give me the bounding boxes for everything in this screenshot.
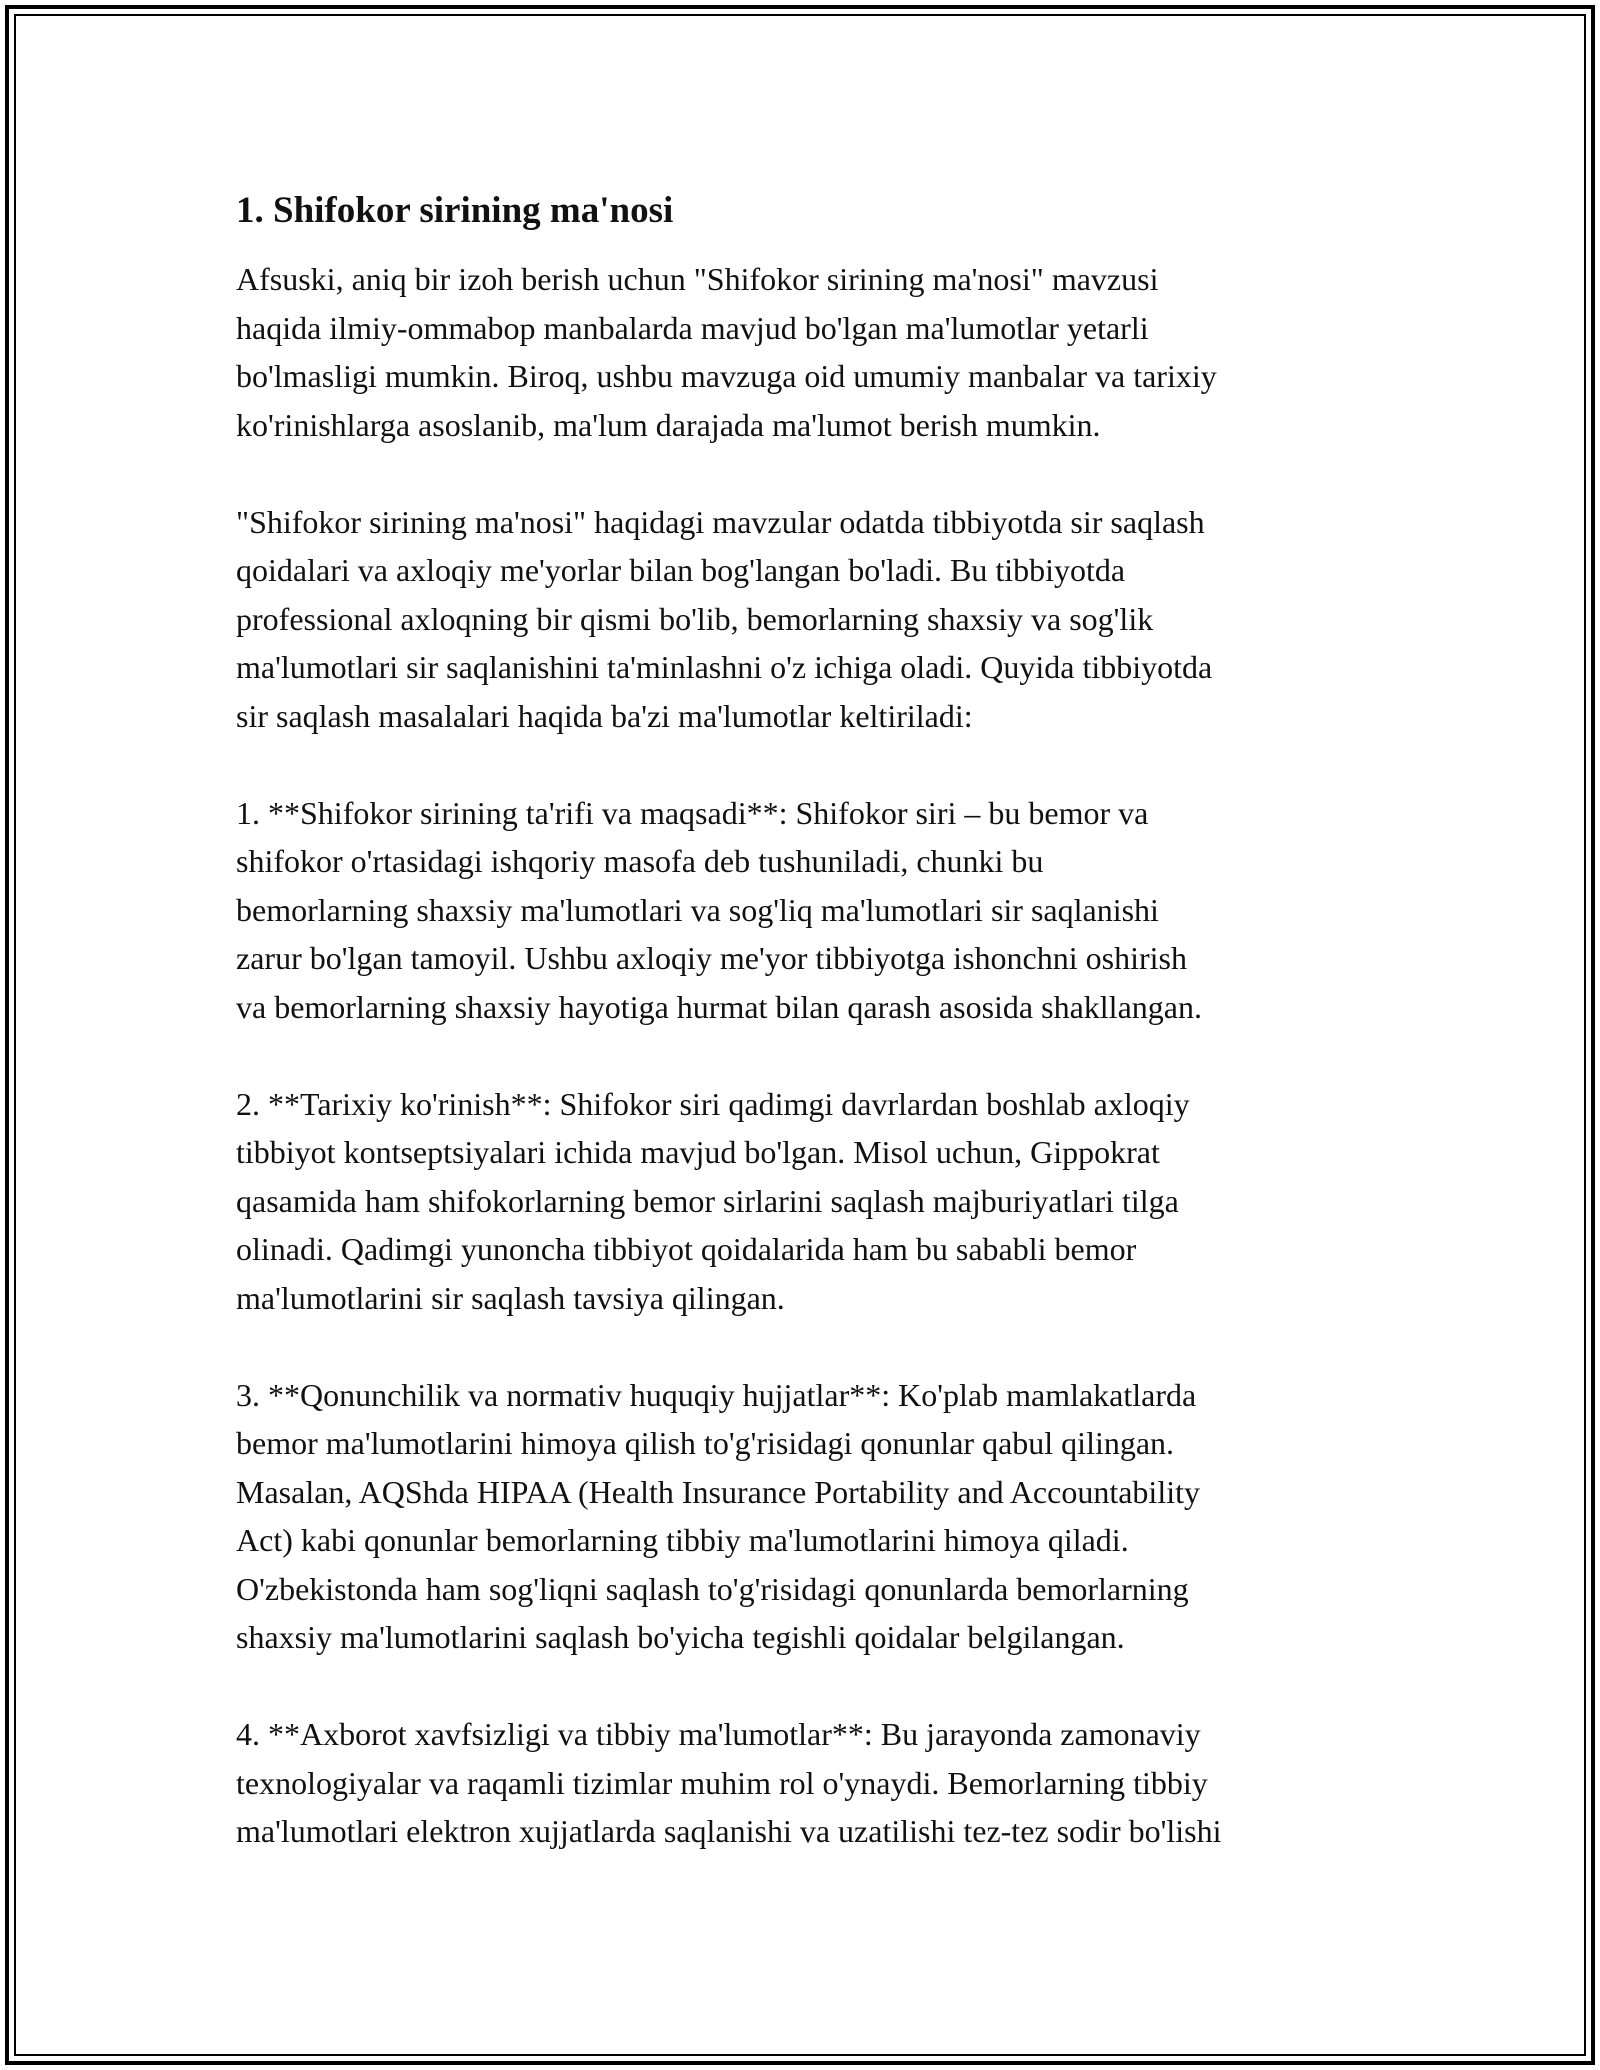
text-line: O'zbekistonda ham sog'liqni saqlash to'g'risidagi qonunlarda bemorlarning bbox=[236, 1570, 1189, 1607]
list-item-legislation bbox=[236, 1371, 1376, 1662]
text-line: ma'lumotlari elektron xujjatlarda saqlanishi va uzatilishi tez-tez sodir bo'lishi bbox=[236, 1813, 1222, 1849]
text-line: "Shifokor sirining ma'nosi" haqidagi mavzular odatda tibbiyotda sir saqlash bbox=[236, 503, 1205, 540]
paragraph-intro bbox=[236, 255, 1376, 449]
text-line: Afsuski, aniq bir izoh berish uchun "Shifokor sirining ma'nosi" mavzusi bbox=[236, 261, 1159, 297]
paragraph-overview bbox=[236, 498, 1376, 741]
text-line: 3. **Qonunchilik va normativ huquqiy hujjatlar**: Ko'plab mamlakatlarda bbox=[236, 1376, 1197, 1413]
document-body bbox=[236, 185, 1376, 1904]
text-line: olinadi. Qadimgi yunoncha tibbiyot qoidalarida ham bu sababli bemor bbox=[236, 1231, 1137, 1267]
section-heading: 1. Shifokor sirining ma'nosi bbox=[236, 190, 674, 231]
text-line: ko'rinishlarga asoslanib, ma'lum darajada ma'lumot berish mumkin. bbox=[236, 406, 1101, 443]
text-line: texnologiyalar va raqamli tizimlar muhim rol o'ynaydi. Bemorlarning tibbiy bbox=[236, 1764, 1208, 1801]
text-line: shaxsiy ma'lumotlarini saqlash bo'yicha tegishli qoidalar belgilangan. bbox=[236, 1619, 1125, 1655]
list-item-definition bbox=[236, 789, 1376, 1032]
text-line: bemor ma'lumotlarini himoya qilish to'g'risidagi qonunlar qabul qilingan. bbox=[236, 1425, 1175, 1461]
text-line: zarur bo'lgan tamoyil. Ushbu axloqiy me'yor tibbiyotga ishonchni oshirish bbox=[236, 940, 1187, 976]
list-item-history bbox=[236, 1080, 1376, 1323]
text-line: 4. **Axborot xavfsizligi va tibbiy ma'lumotlar**: Bu jarayonda zamonaviy bbox=[236, 1716, 1201, 1752]
text-line: haqida ilmiy-ommabop manbalarda mavjud bo'lgan ma'lumotlar yetarli bbox=[236, 309, 1149, 346]
text-line: 1. **Shifokor sirining ta'rifi va maqsadi**: Shifokor siri – bu bemor va bbox=[236, 794, 1149, 831]
text-line: Act) kabi qonunlar bemorlarning tibbiy ma'lumotlarini himoya qiladi. bbox=[236, 1522, 1129, 1558]
text-line: shifokor o'rtasidagi ishqoriy masofa deb tushuniladi, chunki bu bbox=[236, 843, 1044, 879]
text-line: tibbiyot kontseptsiyalari ichida mavjud bo'lgan. Misol uchun, Gippokrat bbox=[236, 1134, 1160, 1170]
text-line: qasamida ham shifokorlarning bemor sirlarini saqlash majburiyatlari tilga bbox=[236, 1182, 1179, 1219]
text-line: 2. **Tarixiy ko'rinish**: Shifokor siri qadimgi davrlardan boshlab axloqiy bbox=[236, 1085, 1190, 1122]
text-line: ma'lumotlarini sir saqlash tavsiya qilingan. bbox=[236, 1279, 785, 1316]
text-line: Masalan, AQShda HIPAA (Health Insurance Portability and Accountability bbox=[236, 1473, 1200, 1510]
text-line: ma'lumotlari sir saqlanishini ta'minlashni o'z ichiga oladi. Quyida tibbiyotda bbox=[236, 649, 1213, 685]
text-line: professional axloqning bir qismi bo'lib, bemorlarning shaxsiy va sog'lik bbox=[236, 600, 1154, 637]
text-line: qoidalari va axloqiy me'yorlar bilan bog'langan bo'ladi. Bu tibbiyotda bbox=[236, 552, 1126, 588]
list-item-security bbox=[236, 1710, 1376, 1856]
text-line: bo'lmasligi mumkin. Biroq, ushbu mavzuga oid umumiy manbalar va tarixiy bbox=[236, 358, 1217, 394]
text-line: sir saqlash masalalari haqida ba'zi ma'lumotlar keltiriladi: bbox=[236, 697, 973, 734]
text-line: va bemorlarning shaxsiy hayotiga hurmat bilan qarash asosida shakllangan. bbox=[236, 988, 1202, 1025]
text-line: bemorlarning shaxsiy ma'lumotlari va sog'liq ma'lumotlari sir saqlanishi bbox=[236, 891, 1159, 928]
